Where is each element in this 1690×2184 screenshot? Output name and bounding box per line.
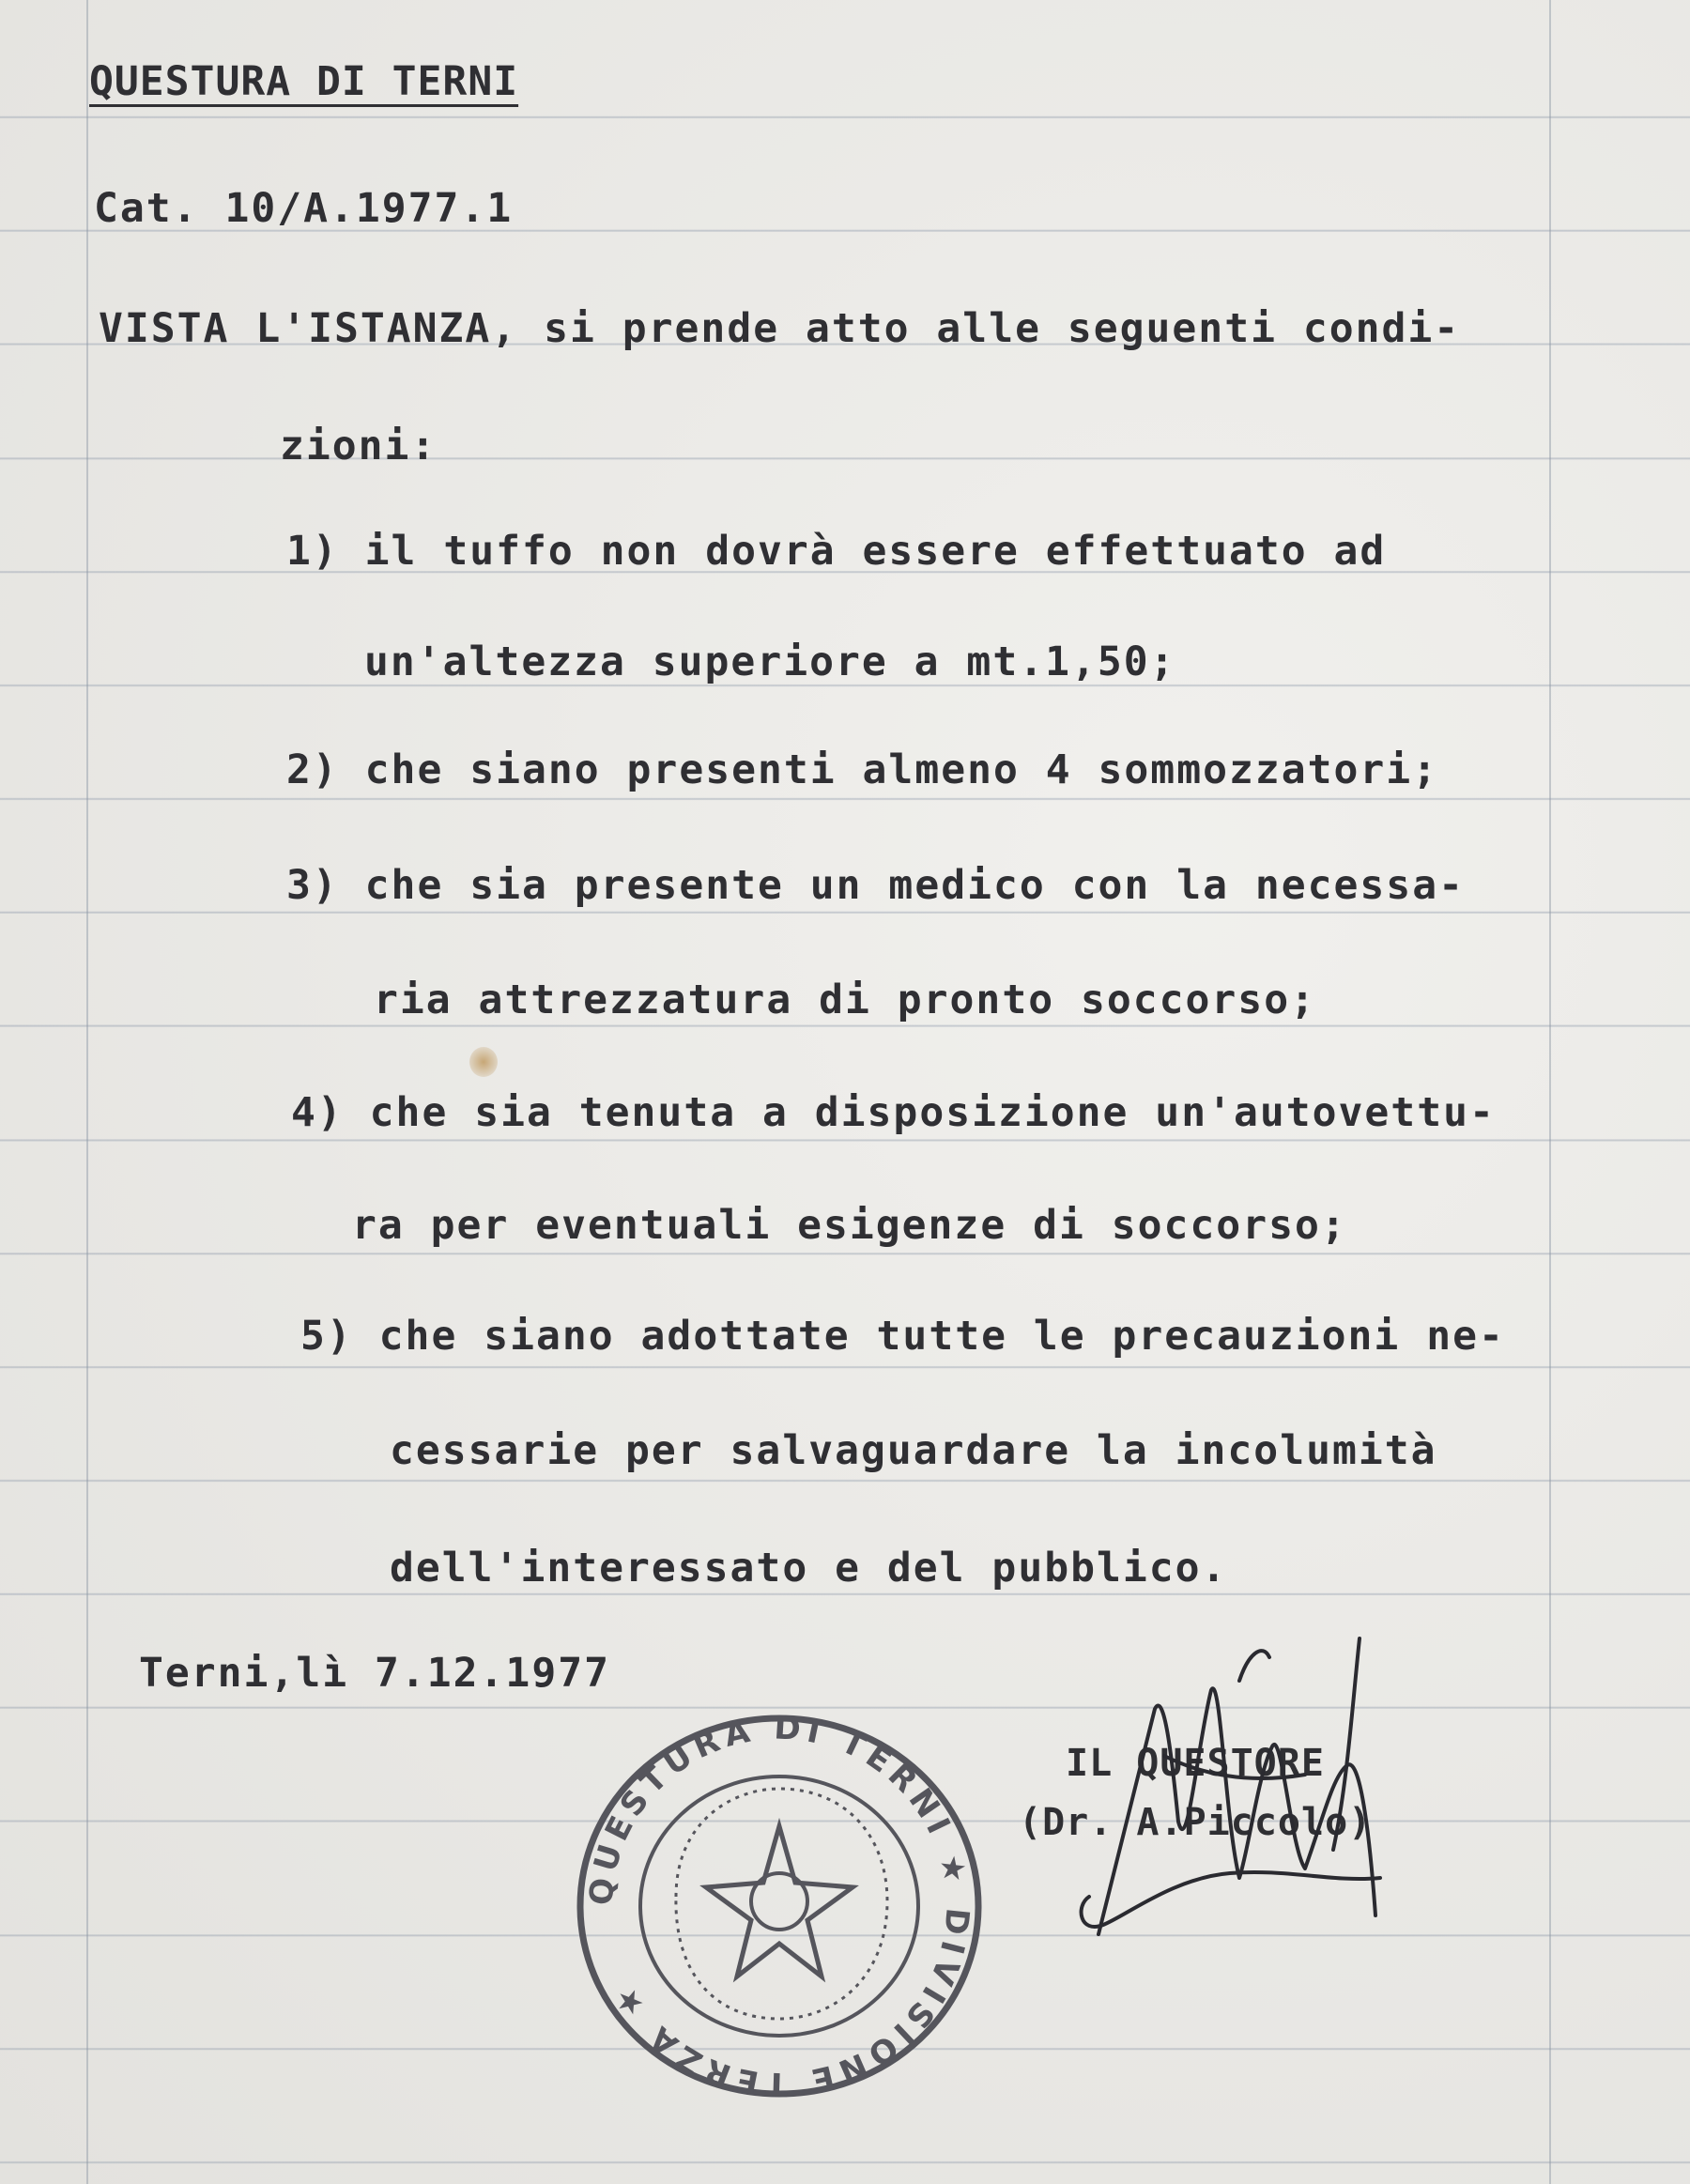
ink-stain — [469, 1047, 498, 1077]
condition-1-line-2: un'altezza superiore a mt.1,50; — [364, 638, 1176, 685]
condition-2-line-1: 2) che siano presenti almeno 4 sommozzatori; — [286, 746, 1439, 793]
signatory-name: (Dr. A.Piccolo) — [1019, 1801, 1373, 1844]
signatory-title: IL QUESTORE — [1066, 1742, 1325, 1785]
intro-line-2: zioni: — [280, 423, 438, 469]
intro-line-1: VISTA L'ISTANZA, si prende atto alle seguenti condi- — [99, 305, 1461, 352]
condition-5-line-2: cessarie per salvaguardare la incolumità — [390, 1427, 1437, 1474]
condition-4-line-1: 4) che sia tenuta a disposizione un'autovettu- — [291, 1089, 1496, 1136]
place-and-date: Terni,lì 7.12.1977 — [139, 1650, 610, 1697]
handwritten-signature — [1023, 1634, 1427, 1944]
office-heading: QUESTURA DI TERNI — [89, 58, 519, 105]
category-reference: Cat. 10/A.1977.1 — [94, 185, 514, 232]
official-stamp — [563, 1709, 995, 2103]
condition-1-line-1: 1) il tuffo non dovrà essere effettuato ad — [286, 528, 1387, 575]
condition-3-line-1: 3) che sia presente un medico con la necessa- — [286, 862, 1465, 909]
left-margin-rule — [86, 0, 88, 2184]
condition-3-line-2: ria attrezzatura di pronto soccorso; — [374, 977, 1316, 1023]
condition-4-line-2: ra per eventuali esigenze di soccorso; — [352, 1202, 1347, 1249]
stamp-text: QUESTURA DI TERNI ★ DIVISIONE TERZA ★ — [582, 1709, 976, 2103]
condition-5-line-1: 5) che siano adottate tutte le precauzioni ne- — [300, 1313, 1505, 1360]
condition-5-line-3: dell'interessato e del pubblico. — [390, 1545, 1228, 1592]
right-margin-rule — [1549, 0, 1551, 2184]
